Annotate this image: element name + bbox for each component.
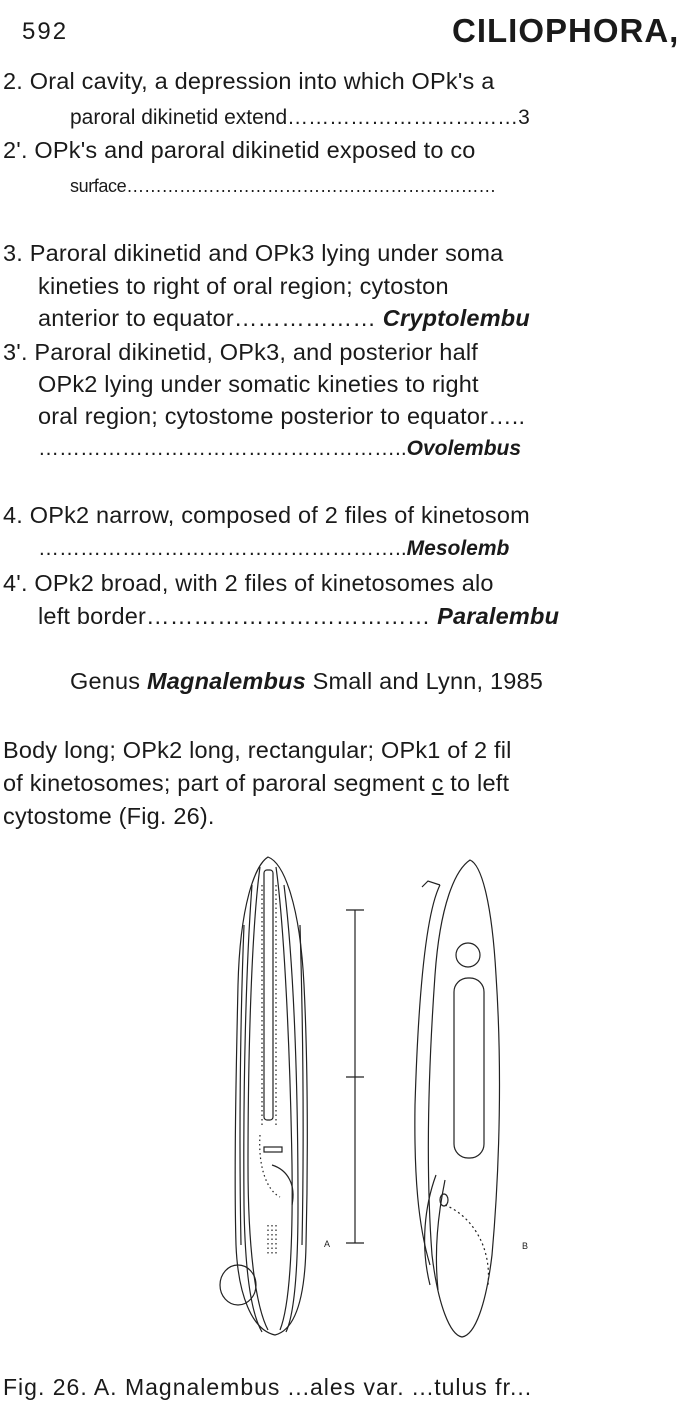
key-entry-3 (3, 240, 503, 267)
entry-text: of kinetosomes; part of paroral segment (3, 770, 425, 796)
leader-dots: ……………………………… (146, 603, 431, 629)
specimen-a-drawing (220, 857, 330, 1335)
entry-number: 2. (3, 68, 23, 94)
specimen-b-drawing (415, 860, 528, 1337)
key-entry-3-line3 (38, 305, 530, 332)
genus-prefix: Genus (70, 668, 141, 694)
entry-text: surface (70, 176, 127, 196)
figure-label-a: A (324, 1239, 331, 1249)
key-entry-2 (3, 68, 495, 95)
segment-label: c (431, 770, 444, 796)
description-line-3: cytostome (Fig. 26). (3, 803, 215, 829)
entry-text: paroral dikinetid extend (70, 106, 288, 129)
taxon-name: Paralembu (437, 603, 560, 629)
leader-dots: …………………………………………….. (38, 437, 407, 460)
entry-text: OPk's and paroral dikinetid exposed to co (34, 137, 476, 163)
key-entry-3-line2: kineties to right of oral region; cytoston (38, 273, 449, 299)
page-number: 592 (22, 18, 69, 45)
genus-authority: Small and Lynn, 1985 (312, 668, 544, 694)
entry-text: Paroral dikinetid, OPk3, and posterior half (34, 339, 479, 365)
key-entry-4b (3, 570, 494, 597)
key-entry-3b-line4 (38, 437, 521, 461)
entry-text: to left (450, 770, 510, 796)
leader-dots: ……………… (233, 305, 377, 331)
figure-label-b: B (522, 1241, 529, 1251)
key-entry-3b-line3: oral region; cytostome posterior to equator….. (38, 403, 526, 429)
couplet-ref: 3 (518, 106, 530, 129)
entry-text: left border (38, 603, 147, 629)
key-entry-3b-line2: OPk2 lying under somatic kineties to right (38, 371, 479, 397)
key-entry-2b (3, 137, 476, 164)
key-entry-4 (3, 502, 530, 529)
taxon-name: Cryptolembu (382, 305, 530, 331)
description-line-2 (3, 770, 509, 797)
entry-text: OPk2 narrow, composed of 2 files of kinetosom (29, 502, 530, 528)
description-line-1: Body long; OPk2 long, rectangular; OPk1 of 2 fil (3, 737, 512, 763)
entry-number: 2'. (3, 137, 28, 163)
genus-name: Magnalembus (146, 668, 306, 694)
key-entry-2-line2 (70, 106, 530, 130)
figure-26-illustration (200, 845, 560, 1345)
leader-dots: …………………………………………….. (38, 537, 407, 560)
entry-text: anterior to equator (38, 305, 234, 331)
leader-dots: ……………………………………………………… (126, 176, 496, 196)
entry-number: 4'. (3, 570, 28, 596)
taxon-name: Mesolemb (406, 537, 510, 560)
entry-number: 3'. (3, 339, 28, 365)
entry-text: Paroral dikinetid and OPk3 lying under soma (29, 240, 504, 266)
genus-heading (70, 668, 543, 695)
key-entry-4b-line2 (38, 603, 559, 630)
key-entry-4-line2 (38, 537, 509, 561)
key-entry-3b (3, 339, 478, 366)
entry-text: Oral cavity, a depression into which OPk's a (29, 68, 495, 94)
entry-number: 3. (3, 240, 23, 266)
scale-bar (346, 910, 364, 1243)
entry-text: OPk2 broad, with 2 files of kinetosomes alo (34, 570, 494, 596)
key-entry-2b-line2 (70, 176, 496, 197)
entry-number: 4. (3, 502, 23, 528)
leader-dots: …………………………… (287, 106, 519, 129)
running-title: CILIOPHORA, (452, 12, 680, 49)
figure-caption: Fig. 26. A. Magnalembus ...ales var. ...tulus fr... (3, 1374, 533, 1400)
taxon-name: Ovolembus (406, 437, 522, 460)
